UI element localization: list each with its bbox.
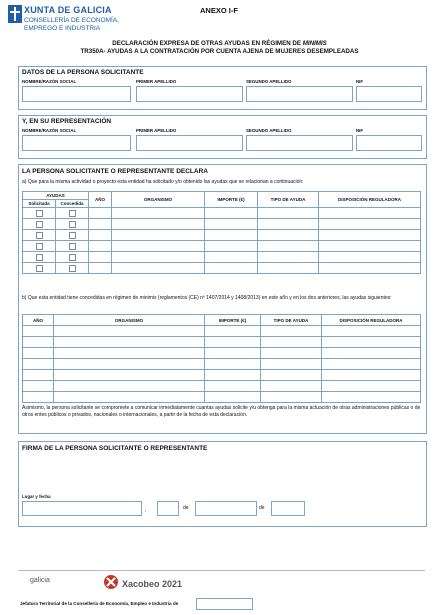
anexo-label: ANEXO I-F bbox=[200, 6, 238, 15]
label-primer-apellido: PRIMER APELLIDO bbox=[136, 79, 177, 84]
table-a-ayudas-header: AYUDAS bbox=[23, 192, 89, 200]
jefatura-text: Jefatura Territorial de la Consellería de Economía, Empleo e Industria de bbox=[20, 601, 179, 606]
table-cell[interactable] bbox=[261, 392, 322, 403]
table-a-col-ano: AÑO bbox=[89, 192, 112, 208]
declara-section bbox=[18, 164, 427, 434]
table-row bbox=[23, 230, 421, 241]
table-cell[interactable] bbox=[54, 381, 205, 392]
mes-input[interactable] bbox=[195, 501, 257, 516]
table-a-col-importe: IMPORTE (€) bbox=[205, 192, 258, 208]
table-cell[interactable] bbox=[319, 263, 421, 274]
table-row bbox=[23, 370, 421, 381]
table-cell[interactable] bbox=[54, 337, 205, 348]
table-row bbox=[23, 252, 421, 263]
declara-b-post: (reglamentos (CE) nº 1407/2014 y 1408/2013) en este año y en los dos anteriores, las ayudas siguientes: bbox=[156, 295, 392, 301]
table-cell[interactable] bbox=[205, 392, 261, 403]
segundo-apellido-input[interactable] bbox=[246, 86, 353, 102]
label-nif: NIF bbox=[356, 79, 364, 84]
table-cell[interactable] bbox=[205, 326, 261, 337]
table-cell[interactable] bbox=[322, 326, 421, 337]
table-cell[interactable] bbox=[205, 381, 261, 392]
table-cell[interactable] bbox=[205, 230, 258, 241]
table-cell[interactable] bbox=[205, 337, 261, 348]
table-row bbox=[23, 359, 421, 370]
jefatura-input[interactable] bbox=[196, 598, 253, 610]
table-cell[interactable] bbox=[261, 326, 322, 337]
declaration-line1: DECLARACIÓN EXPRESA DE OTRAS AYUDAS EN RÉGIMEN DE bbox=[112, 40, 303, 47]
table-cell[interactable] bbox=[261, 359, 322, 370]
logo-line-1: CONSELLERÍA DE ECONOMÍA, bbox=[24, 17, 119, 24]
representacion-title: Y, EN SU REPRESENTACIÓN bbox=[22, 118, 112, 125]
table-cell[interactable] bbox=[319, 252, 421, 263]
table-cell[interactable] bbox=[322, 392, 421, 403]
xunta-cross-icon bbox=[8, 5, 22, 23]
table-cell[interactable] bbox=[319, 219, 421, 230]
table-cell[interactable] bbox=[258, 263, 319, 274]
declaration-line2: TR350A- AYUDAS A LA CONTRATACIÓN POR CUENTA AJENA DE MUJERES DESEMPLEADAS bbox=[80, 48, 359, 55]
declara-b-pre: b) Que esta entidad tiene concedidas en régimen de bbox=[22, 295, 140, 301]
table-cell[interactable] bbox=[112, 263, 205, 274]
concedida-checkbox[interactable] bbox=[69, 210, 76, 217]
table-a-col-disposicion: DISPOSICIÓN REGULADORA bbox=[319, 192, 421, 208]
table-cell[interactable] bbox=[205, 348, 261, 359]
table-cell[interactable] bbox=[89, 241, 112, 252]
table-cell[interactable] bbox=[261, 370, 322, 381]
table-cell[interactable] bbox=[322, 370, 421, 381]
concedida-checkbox[interactable] bbox=[69, 265, 76, 272]
xacobeo-logo: Xacobeo 2021 bbox=[122, 579, 183, 589]
lugar-input[interactable] bbox=[22, 501, 142, 516]
label-nombre: NOMBRE/RAZÓN SOCIAL bbox=[22, 79, 77, 84]
galicia-logo: galicia bbox=[30, 577, 50, 584]
table-cell[interactable] bbox=[54, 392, 205, 403]
concedida-checkbox[interactable] bbox=[69, 254, 76, 261]
declaration-title bbox=[0, 40, 439, 56]
table-cell[interactable] bbox=[258, 208, 319, 219]
table-cell[interactable] bbox=[112, 230, 205, 241]
table-cell[interactable] bbox=[23, 337, 54, 348]
table-b-col-disposicion: DISPOSICIÓN REGULADORA bbox=[322, 315, 421, 326]
solicitada-checkbox[interactable] bbox=[36, 265, 43, 272]
table-row bbox=[23, 326, 421, 337]
compromiso-text: Asimismo, la persona solicitante se compromete a comunicar inmediatamente cuantas ayudas solicite y/u obtenga para la misma actuación de otras administraciones públicas o de otros entes públicos o privados, nacionales o internacionales, a partir de la fecha de esta declaración. bbox=[22, 405, 421, 418]
table-row bbox=[23, 208, 421, 219]
footer-divider bbox=[18, 570, 425, 571]
table-cell[interactable] bbox=[205, 370, 261, 381]
table-a-col-tipo: TIPO DE AYUDA bbox=[258, 192, 319, 208]
firma-title: FIRMA DE LA PERSONA SOLICITANTE O REPRESENTANTE bbox=[22, 445, 208, 452]
table-row bbox=[23, 263, 421, 274]
comma-sep: , bbox=[145, 507, 147, 513]
logo-line-2: EMPREGO E INDUSTRIA bbox=[24, 25, 101, 32]
solicitada-checkbox[interactable] bbox=[36, 232, 43, 239]
table-cell[interactable] bbox=[89, 230, 112, 241]
rep-label-nombre: NOMBRE/RAZÓN SOCIAL bbox=[22, 128, 77, 133]
table-cell[interactable] bbox=[261, 348, 322, 359]
logo-title: XUNTA DE GALICIA bbox=[24, 5, 112, 15]
ano-input[interactable] bbox=[271, 501, 305, 516]
rep-nombre-input[interactable] bbox=[22, 135, 131, 151]
nombre-input[interactable] bbox=[22, 86, 131, 102]
table-cell[interactable] bbox=[319, 230, 421, 241]
table-cell[interactable] bbox=[205, 208, 258, 219]
firma-section bbox=[18, 441, 427, 527]
solicitada-checkbox[interactable] bbox=[36, 254, 43, 261]
table-cell[interactable] bbox=[322, 381, 421, 392]
table-cell[interactable] bbox=[54, 370, 205, 381]
table-cell[interactable] bbox=[112, 241, 205, 252]
table-b-col-ano: AÑO bbox=[23, 315, 54, 326]
rep-label-segundo-apellido: SEGUNDO APELLIDO bbox=[246, 128, 292, 133]
table-a-col-organismo: ORGANISMO bbox=[112, 192, 205, 208]
table-cell[interactable] bbox=[54, 348, 205, 359]
table-row bbox=[23, 241, 421, 252]
dia-input[interactable] bbox=[157, 501, 179, 516]
table-row bbox=[23, 381, 421, 392]
table-a-col-concedida: Concedida bbox=[56, 200, 89, 208]
table-cell[interactable] bbox=[261, 337, 322, 348]
table-cell[interactable] bbox=[112, 208, 205, 219]
table-cell[interactable] bbox=[89, 263, 112, 274]
rep-label-primer-apellido: PRIMER APELLIDO bbox=[136, 128, 177, 133]
table-b-col-importe: IMPORTE (€) bbox=[205, 315, 261, 326]
table-cell[interactable] bbox=[23, 326, 54, 337]
table-b-col-tipo: TIPO DE AYUDA bbox=[261, 315, 322, 326]
table-cell[interactable] bbox=[23, 370, 54, 381]
table-cell[interactable] bbox=[112, 219, 205, 230]
table-cell[interactable] bbox=[322, 359, 421, 370]
table-cell[interactable] bbox=[322, 348, 421, 359]
rep-primer-apellido-input[interactable] bbox=[136, 135, 243, 151]
concedida-checkbox[interactable] bbox=[69, 232, 76, 239]
solicitada-checkbox[interactable] bbox=[36, 243, 43, 250]
concedida-checkbox[interactable] bbox=[69, 221, 76, 228]
table-cell[interactable] bbox=[258, 241, 319, 252]
solicitada-checkbox[interactable] bbox=[36, 221, 43, 228]
table-cell[interactable] bbox=[23, 348, 54, 359]
table-cell[interactable] bbox=[205, 219, 258, 230]
solicitante-title: DATOS DE LA PERSONA SOLICITANTE bbox=[22, 69, 144, 76]
declara-title: LA PERSONA SOLICITANTE O REPRESENTANTE DECLARA bbox=[22, 168, 208, 175]
table-cell[interactable] bbox=[205, 263, 258, 274]
table-cell[interactable] bbox=[261, 381, 322, 392]
label-segundo-apellido: SEGUNDO APELLIDO bbox=[246, 79, 292, 84]
declara-b-text bbox=[22, 295, 422, 302]
table-row bbox=[23, 392, 421, 403]
representacion-section bbox=[18, 115, 427, 159]
table-cell[interactable] bbox=[89, 219, 112, 230]
rep-label-nif: NIF bbox=[356, 128, 364, 133]
rep-nif-input[interactable] bbox=[356, 135, 422, 151]
xacobeo-icon bbox=[103, 574, 119, 590]
lugar-fecha-label: Lugar y fecha bbox=[22, 494, 51, 499]
table-cell[interactable] bbox=[23, 392, 54, 403]
table-row bbox=[23, 219, 421, 230]
declaration-line1-em: MINIMIS bbox=[302, 40, 327, 47]
table-cell[interactable] bbox=[258, 252, 319, 263]
table-cell[interactable] bbox=[54, 326, 205, 337]
solicitada-checkbox[interactable] bbox=[36, 210, 43, 217]
table-cell[interactable] bbox=[23, 359, 54, 370]
table-cell[interactable] bbox=[322, 337, 421, 348]
declara-a-text: a) Que para la misma actividad o proyecto esta entidad ha solicitado y/o obtenido las ayudas que se relacionan a continuación: bbox=[22, 179, 304, 185]
table-cell[interactable] bbox=[112, 252, 205, 263]
table-cell[interactable] bbox=[319, 208, 421, 219]
table-cell[interactable] bbox=[205, 359, 261, 370]
table-b-col-organismo: ORGANISMO bbox=[54, 315, 205, 326]
solicitante-section bbox=[18, 66, 427, 110]
primer-apellido-input[interactable] bbox=[136, 86, 243, 102]
de-sep-1: de bbox=[183, 505, 189, 511]
table-cell[interactable] bbox=[23, 381, 54, 392]
table-cell[interactable] bbox=[205, 241, 258, 252]
xunta-logo bbox=[8, 5, 148, 41]
de-sep-2: de bbox=[259, 505, 265, 511]
table-row bbox=[23, 337, 421, 348]
table-cell[interactable] bbox=[89, 208, 112, 219]
table-row bbox=[23, 348, 421, 359]
table-cell[interactable] bbox=[89, 252, 112, 263]
concedida-checkbox[interactable] bbox=[69, 243, 76, 250]
nif-input[interactable] bbox=[356, 86, 422, 102]
table-cell[interactable] bbox=[258, 230, 319, 241]
table-cell[interactable] bbox=[319, 241, 421, 252]
table-cell[interactable] bbox=[258, 219, 319, 230]
table-cell[interactable] bbox=[54, 359, 205, 370]
table-a-col-solicitada: Solicitada bbox=[23, 200, 56, 208]
table-a bbox=[22, 191, 421, 274]
rep-segundo-apellido-input[interactable] bbox=[246, 135, 353, 151]
table-cell[interactable] bbox=[205, 252, 258, 263]
table-b bbox=[22, 314, 421, 403]
declara-b-em: minimis bbox=[139, 295, 157, 301]
